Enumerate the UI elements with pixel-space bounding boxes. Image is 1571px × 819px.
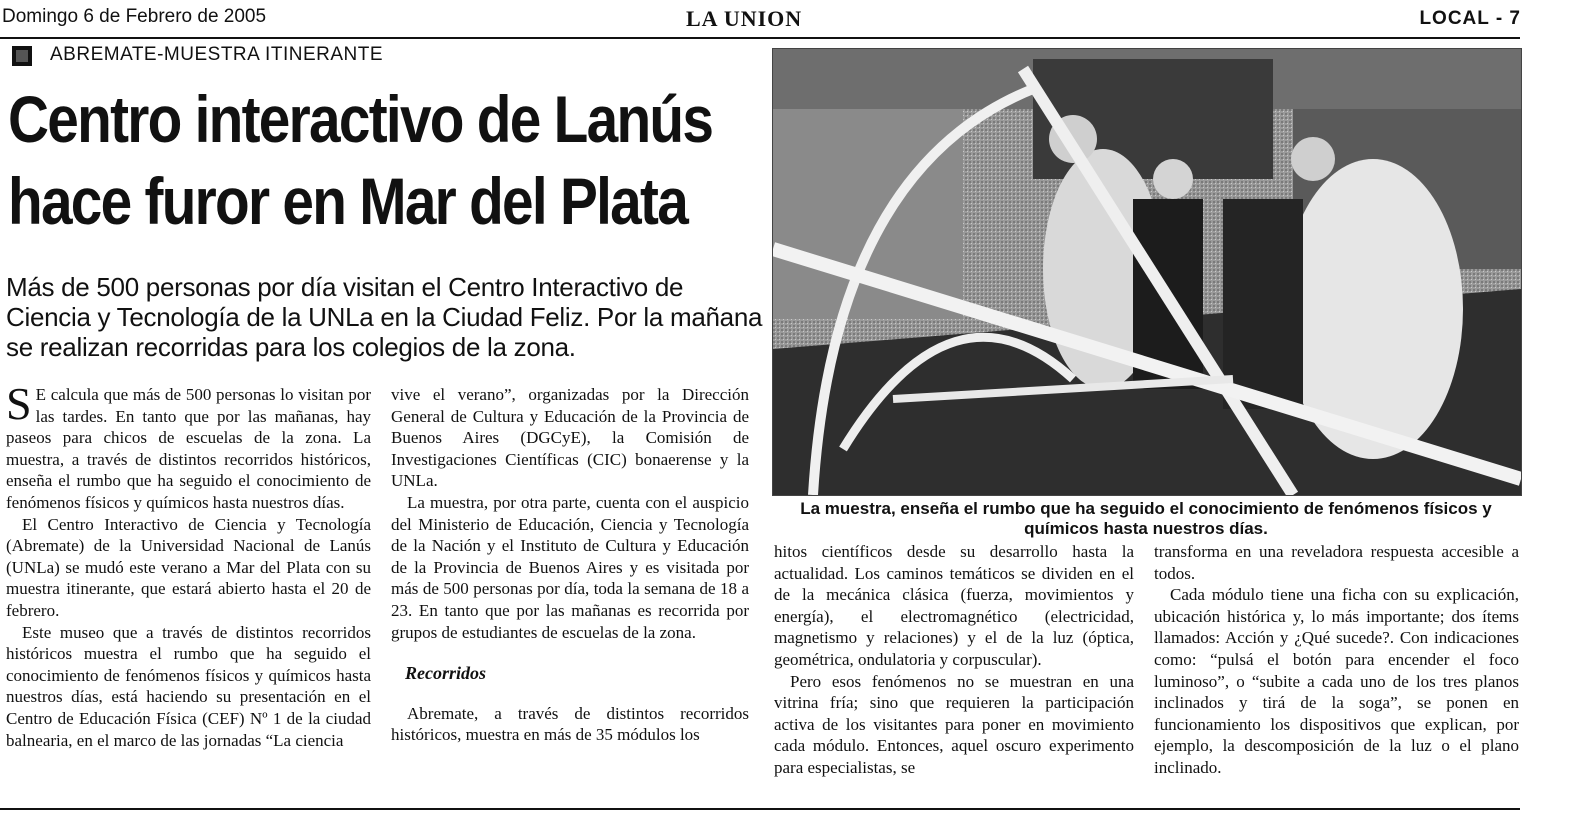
paragraph: El Centro Interactivo de Ciencia y Tecnología (Abremate) de la Universidad Nacional de Lanús (UNLa) se mudó este verano a Mar del Plata con su muestra itinerante, que estará abierto hasta el 20 de febrero. [6,514,371,620]
newspaper-name: LA UNION [686,6,803,31]
footer-rule [0,808,1520,810]
paragraph: La muestra, por otra parte, cuenta con el auspicio del Ministerio de Educación, Ciencia y Tecnología de la Nación y el Instituto de Cultura y Educación de la Provincia de Buenos Aires y es visitada por más de 500 personas por día, toda la semana de 18 a 23. En tanto que por las mañanas es recorrida por grupos de estudiantes de escuelas de la zona. [391,492,749,642]
paragraph: hitos científicos desde su desarrollo hasta la actualidad. Los caminos temáticos se dividen en el de la mecánica clásica (fuerza, movimientos y energía), el electromagnético (electricidad, magnetismo y relaciones) y el de la luz (óptica, geométrica, ondulatoria y corpuscular). [774,542,1134,669]
article-photo [772,48,1522,496]
paragraph: Este museo que a través de distintos recorridos históricos muestra el rumbo que ha seguido el conocimiento de fenómenos físicos y químicos hasta nuestros días, está haciendo su presentación en el Centro de Educación Física (CEF) Nº 1 de la ciudad balnearia, en el marco de las jornadas “La ciencia [6,622,371,750]
article-lede: Más de 500 personas por día visitan el Centro Interactivo de Ciencia y Tecnología de la UNLa en la Ciudad Feliz. Por la mañana se realizan recorridas para los colegios de la zona. [6,272,763,362]
article-headline [8,78,713,242]
paragraph: Cada módulo tiene una ficha con su explicación, ubicación histórica y, lo más importante; dos ítems llamados: Acción y ¿Qué sucede?. Con indicaciones como: “pulsá el botón para encender el foco luminoso”, o “subite a cada uno de los tres planos inclinados y tirá de la soga”, se ponen en funcionamiento los dispositivos que explican, por ejemplo, la descomposición de la luz o el plano inclinado. [1154,585,1519,777]
issue-date: Domingo 6 de Febrero de 2005 [2,6,267,27]
section-page-number: LOCAL - 7 [1419,8,1521,29]
article-kicker: ABREMATE-MUESTRA ITINERANTE [50,44,384,65]
paragraph-text: E calcula que más de 500 personas lo visitan por las tardes. En tanto que por las mañanas, hay paseos para chicos de escuelas de la zona. La muestra, a través de distintos recorridos históricos, enseña el rumbo que ha seguido el conocimiento de fenómenos físicos y químicos hasta nuestros días. [6,385,371,512]
headline-line-1: Centro interactivo de Lanús [8,82,713,156]
body-column-2 [391,384,749,746]
drop-cap: S [6,378,32,429]
photo-caption: La muestra, enseña el rumbo que ha seguido el conocimiento de fenómenos físicos y químicos hasta nuestros días. [800,499,1492,538]
paragraph: Pero esos fenómenos no se muestran en una vitrina fría; sino que requieren la participación activa de los visitantes para poner en movimiento cada módulo. Entonces, aquel oscuro experimento para especialistas, se [774,671,1134,777]
headline-line-2: hace furor en Mar del Plata [8,164,688,238]
paragraph: vive el verano”, organizadas por la Dirección General de Cultura y Educación de la Provincia de Buenos Aires (DGCyE), la Comisión de Investigaciones Científicas (CIC) bonaerense y la UNLa. [391,385,749,491]
kicker-square-icon [12,46,32,66]
section-subheading: Recorridos [405,663,486,684]
exhibit-photo-illustration [773,49,1521,495]
body-column-4 [1154,541,1519,779]
paragraph: transforma en una reveladora respuesta accesible a todos. [1154,542,1519,583]
header-rule [0,37,1520,39]
paragraph [6,378,371,514]
paragraph: Abremate, a través de distintos recorridos históricos, muestra en más de 35 módulos los [391,703,749,745]
body-column-1 [6,378,371,751]
body-column-3 [774,541,1134,779]
